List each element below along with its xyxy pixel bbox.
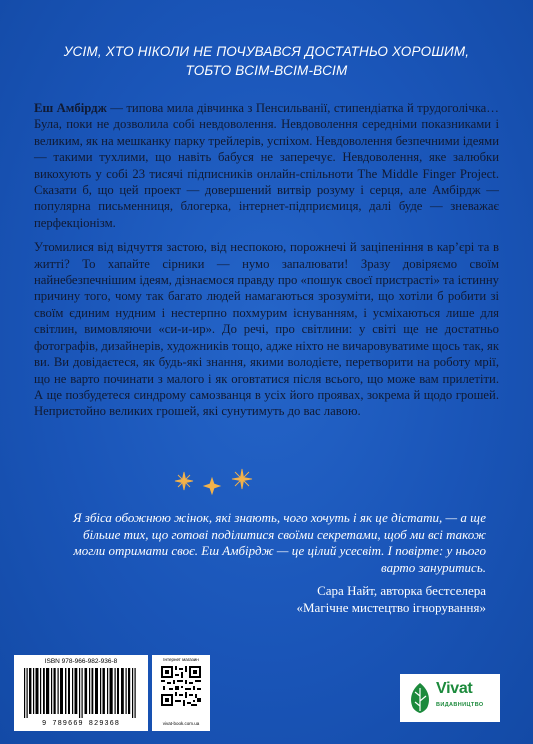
- qr-code-icon: [161, 666, 201, 706]
- publisher-name: Vivat: [436, 680, 473, 697]
- barcode-digits: 9 789669 829368: [41, 720, 120, 728]
- dedication-line-2: ТОБТО ВСІМ-ВСІМ-ВСІМ: [185, 63, 348, 78]
- qr-url: vivat-book.com.ua: [162, 721, 200, 726]
- publisher-subtitle: ВИДАВНИЦТВО: [436, 702, 484, 708]
- qr-panel: [152, 655, 210, 731]
- quote-author-line-1: Сара Найт, авторка бестселера: [317, 583, 486, 598]
- qr-label: Інтернет магазин: [163, 657, 199, 662]
- dedication-line-1: УСІМ, ХТО НІКОЛИ НЕ ПОЧУВАВСЯ ДОСТАТНЬО ХОРОШИМ,: [63, 44, 470, 59]
- quote-author-line-2: «Магічне мистецтво ігнорування»: [296, 600, 486, 615]
- sparkle-stars-icon: [172, 466, 262, 496]
- isbn-barcode-panel: [14, 655, 148, 731]
- endorsement-quote: Я збіса обожнюю жінок, які знають, чого хочуть і як це дістати, — а ще більше тих, що готові поділитися своїми секретами, щоб ми всі також могли отримати своє. Еш Амбірдж — це цілий усесвіт. І повірте: у нього варто зануритись.: [72, 510, 486, 575]
- blurb-paragraph-2: Утомилися від відчуття застою, від неспокою, порожнечі й заціпеніння в кар’єрі та в житті? То хапайте сірники — нумо запалювати! Зразу довіряємо своїм найнебезпечнішим ідеям, дізнаємося правду про «пошук своєї пристрасті» та істинну причину того, чому так багато людей намагаються зрозуміти, що хотіли б робити зі своїм єдиним нудним і нестерпно похмурим існуванням, і усміхаються лише для світлин, вимовляючи «си-и-ир». До речі, про світлини: у світі ще не достатньо фотографів, дизайнерів, художників тощо, адже ніхто не вичаровуватиме щось так, як ви. Ви довідаєтеся, як будь-які знання, якими володієте, перетворити на роботу мрії, що не варто починати з малого і як оговтатися після всього, що може вам прилетіти. А ще позбудетеся синдрому самозванця в усіх його проявах, зокрема й щодо грошей. Непристойно великих грошей, які сунутимуть до вас лавою.: [34, 240, 499, 419]
- dedication: [40, 42, 493, 80]
- quote-author: [150, 582, 486, 616]
- barcode-icon: [22, 668, 140, 718]
- blurb: [34, 100, 499, 428]
- blurb-paragraph-1: [34, 100, 499, 231]
- publisher-logo: [400, 674, 500, 722]
- blurb-paragraph-1-text: — типова мила дівчинка з Пенсильванії, стипендіатка й трудоголічка… Була, поки не дозволила собі невдоволення. Невдоволення середніми показниками і великим, як на мешканку парку трейлерів, успіхом. Невдоволення безпечними ідеями — такими тухлими, що навіть бабуся не заперечує. Невдоволення, яке залюбки викохують у собі 23 тисячі підписників онлайн-спільноти The Middle Finger Project. Сказати б, що цей проект — довершений витвір розуму і серця, але Амбірдж — популярна письменниця, блогерка, інтернет-підприємиця, далі буде — зневажає перфекціонізм.: [34, 101, 499, 230]
- isbn-label: ISBN 978-966-982-936-8: [44, 658, 118, 665]
- leaf-icon: [407, 682, 433, 714]
- author-name: Еш Амбірдж: [34, 101, 107, 115]
